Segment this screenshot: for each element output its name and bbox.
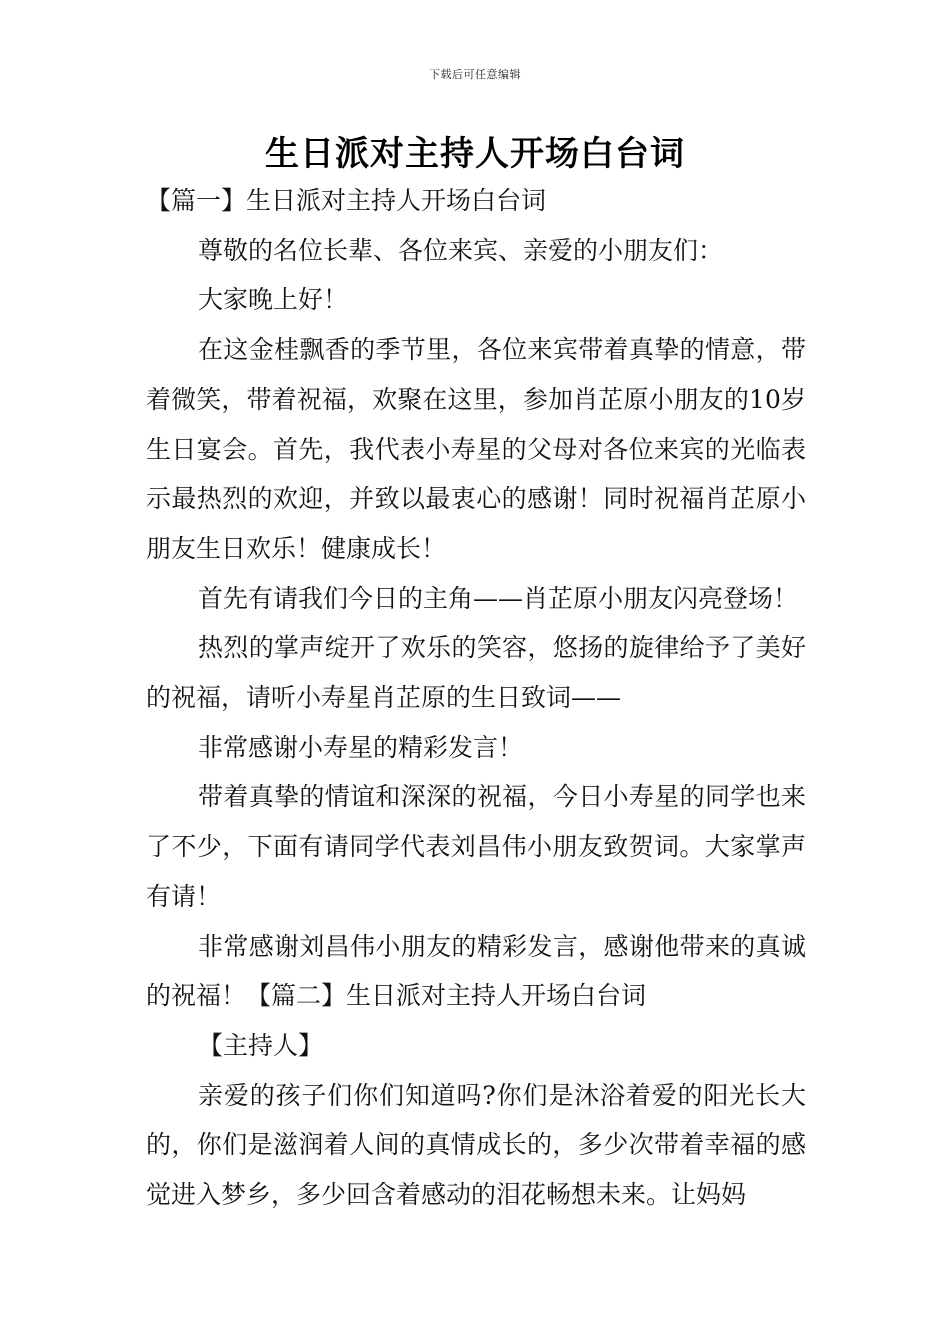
paragraph: 热烈的掌声绽开了欢乐的笑容，悠扬的旋律给予了美好的祝福，请听小寿星肖芷原的生日致词—— [146, 633, 806, 713]
paragraph: 大家晚上好！ [198, 285, 349, 315]
paragraph: 非常感谢小寿星的精彩发言！ [198, 732, 524, 762]
paragraph: 亲爱的孩子们你们知道吗?你们是沐浴着爱的阳光长大的，你们是滋润着人间的真情成长的，多少次带着幸福的感觉进入梦乡，多少回含着感动的泪花畅想未来。让妈妈 [146, 1080, 806, 1210]
page-header: 下载后可任意编辑 [429, 68, 521, 81]
document-title: 生日派对主持人开场白台词 [265, 134, 685, 174]
paragraph: 在这金桂飘香的季节里，各位来宾带着真挚的情意，带着微笑，带着祝福，欢聚在这里，参加肖芷原小朋友的10岁生日宴会。首先，我代表小寿星的父母对各位来宾的光临表示最热烈的欢迎，并致以最衷心的感谢！同时祝福肖芷原小朋友生日欢乐！健康成长！ [146, 335, 806, 563]
paragraph: 带着真挚的情谊和深深的祝福，今日小寿星的同学也来了不少，下面有请同学代表刘昌伟小朋友致贺词。大家掌声有请！ [146, 782, 806, 911]
paragraph: 非常感谢刘昌伟小朋友的精彩发言，感谢他带来的真诚的祝福！【篇二】生日派对主持人开场白台词 [146, 931, 806, 1011]
paragraph: 首先有请我们今日的主角——肖芷原小朋友闪亮登场！ [198, 583, 799, 613]
section-heading: 【篇一】生日派对主持人开场白台词 [146, 186, 547, 215]
speaker-label: 【主持人】 [198, 1030, 324, 1060]
paragraph: 尊敬的名位长辈、各位来宾、亲爱的小朋友们： [198, 235, 724, 265]
document-body [146, 176, 806, 1220]
